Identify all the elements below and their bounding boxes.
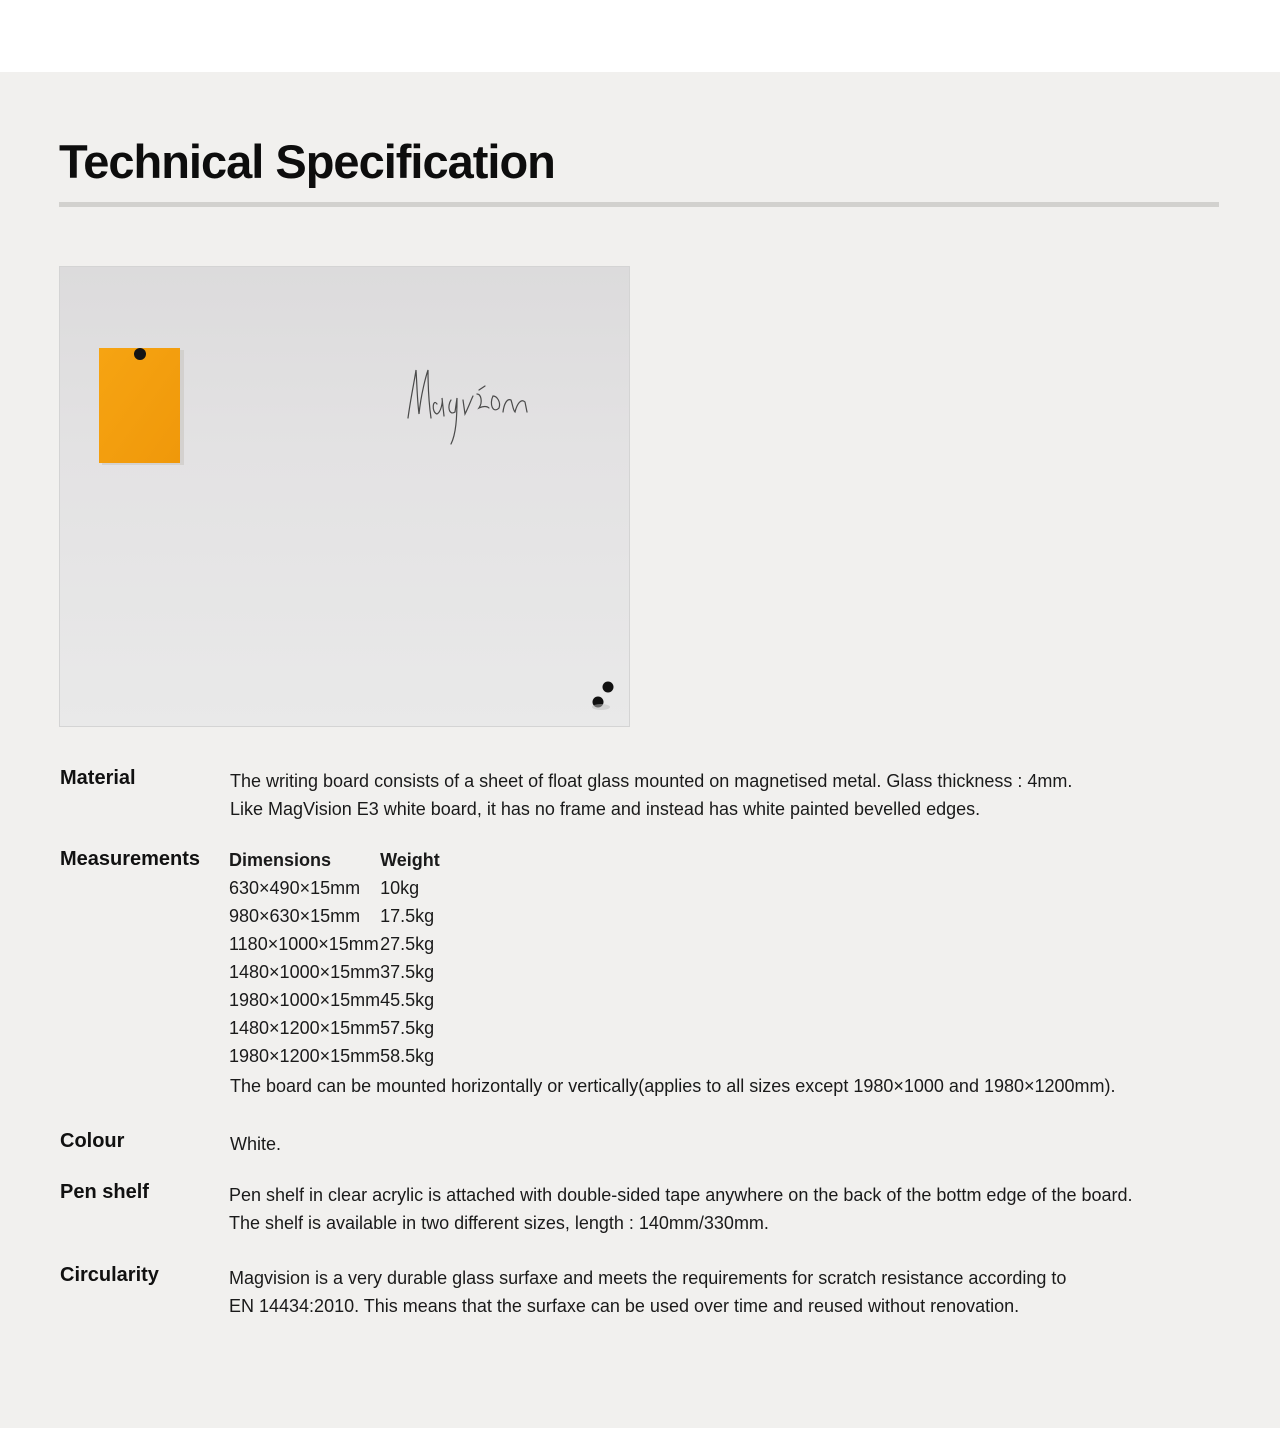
weight-cell: 58.5kg <box>380 1045 435 1066</box>
table-row <box>229 874 440 902</box>
weight-cell: 17.5kg <box>380 905 435 926</box>
spec-value-pen-shelf <box>229 1181 1133 1237</box>
pen-shelf-line: Pen shelf in clear acrylic is attached with double-sided tape anywhere on the back of the bottm edge of the board. <box>229 1185 1133 1205</box>
circularity-line: EN 14434:2010. This means that the surfaxe can be used over time and reused without renovation. <box>229 1296 1020 1316</box>
measurements-table <box>229 846 440 1070</box>
measurements-note: The board can be mounted horizontally or vertically(applies to all sizes except 1980×1000 and 1980×1200mm). <box>230 1076 1116 1096</box>
dimension-cell: 1180×1000×15mm <box>229 933 379 954</box>
dimension-cell: 1980×1200×15mm <box>229 1045 381 1066</box>
magnets <box>592 682 614 711</box>
spec-label-circularity: Circularity <box>60 1264 159 1286</box>
spec-label-colour: Colour <box>60 1130 125 1152</box>
handwriting-scribble <box>408 370 527 444</box>
weight-cell: 57.5kg <box>380 1017 435 1038</box>
magnet-icon <box>134 348 146 360</box>
column-header-dimensions: Dimensions <box>229 849 332 870</box>
pen-shelf-line: The shelf is available in two different sizes, length : 140mm/330mm. <box>229 1213 769 1233</box>
title-divider <box>59 202 1219 207</box>
dimension-cell: 1480×1200×15mm <box>229 1017 381 1038</box>
product-photo <box>59 266 630 727</box>
spec-value-colour <box>230 1130 281 1158</box>
weight-cell: 37.5kg <box>380 961 435 982</box>
spec-label-pen-shelf: Pen shelf <box>60 1181 149 1203</box>
dimension-cell: 1480×1000×15mm <box>229 961 381 982</box>
table-row <box>229 902 440 930</box>
colour-line: White. <box>230 1134 282 1154</box>
table-row <box>229 958 440 986</box>
dimension-cell: 980×630×15mm <box>229 905 361 926</box>
table-row <box>229 930 440 958</box>
spec-value-material <box>230 767 1072 823</box>
weight-cell: 27.5kg <box>380 933 435 954</box>
dimension-cell: 630×490×15mm <box>229 877 361 898</box>
spec-label-material: Material <box>60 767 136 789</box>
weight-cell: 10kg <box>380 877 420 898</box>
material-line: The writing board consists of a sheet of float glass mounted on magnetised metal. Glass thickness : 4mm. <box>230 771 1073 791</box>
table-header-row <box>229 846 440 874</box>
sticky-note <box>99 348 184 465</box>
material-line: Like MagVision E3 white board, it has no frame and instead has white painted bevelled edges. <box>230 799 981 819</box>
table-row <box>229 1014 440 1042</box>
table-row <box>229 1042 440 1070</box>
weight-cell: 45.5kg <box>380 989 435 1010</box>
table-row <box>229 986 440 1014</box>
dimension-cell: 1980×1000×15mm <box>229 989 381 1010</box>
page-title: Technical Specification <box>59 135 555 188</box>
spec-label-measurements: Measurements <box>60 848 201 870</box>
column-header-weight: Weight <box>380 849 440 870</box>
spec-value-circularity <box>229 1264 1066 1320</box>
circularity-line: Magvision is a very durable glass surfaxe and meets the requirements for scratch resistance according to <box>229 1268 1067 1288</box>
